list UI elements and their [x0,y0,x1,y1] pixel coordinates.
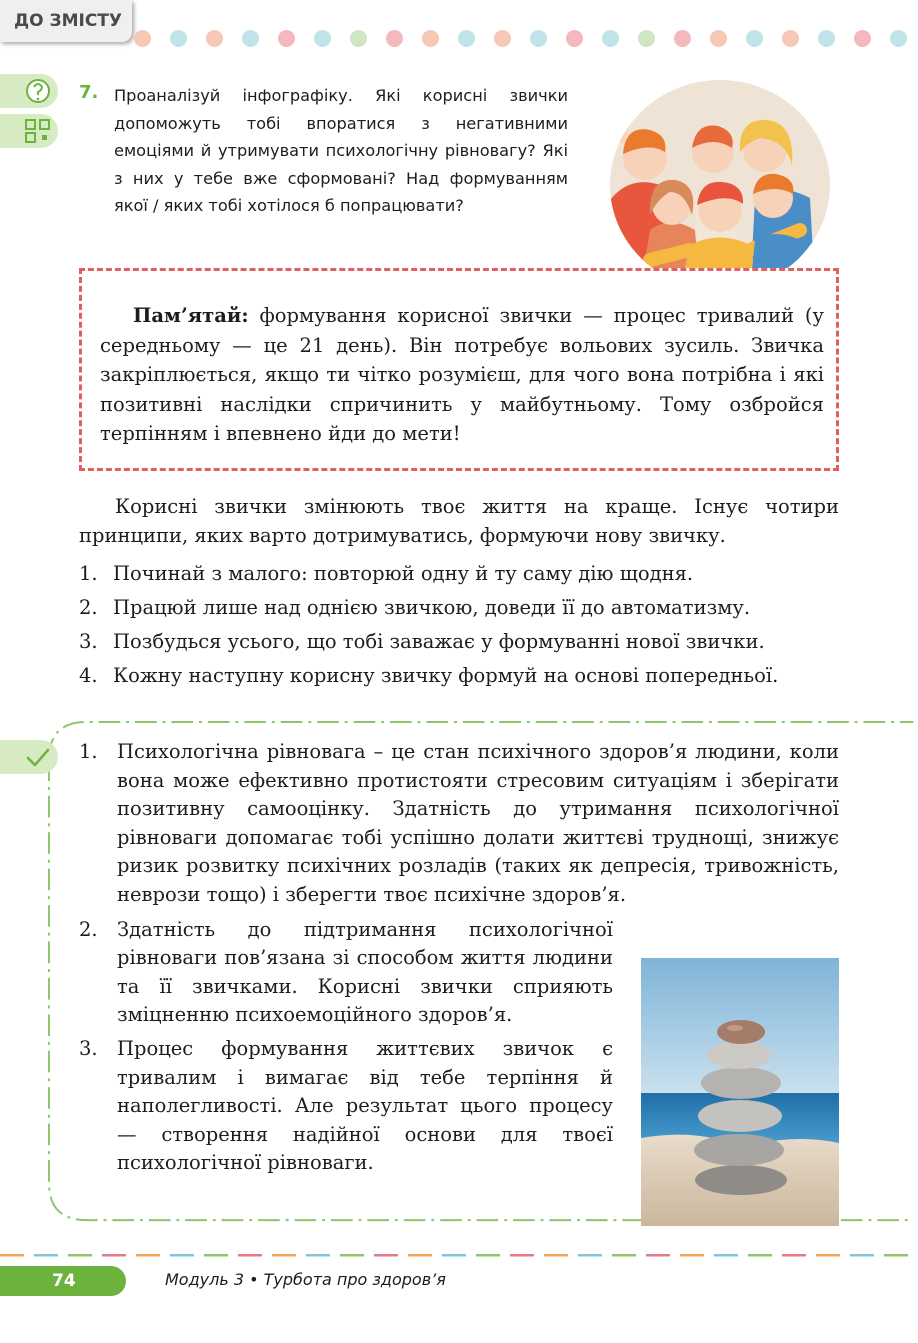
decorative-dot [602,30,619,47]
footer-divider [0,1254,918,1258]
footer-dash [136,1254,160,1257]
footer-dash [340,1254,364,1257]
decorative-dot [710,30,727,47]
friends-illustration [610,80,830,290]
decorative-dot [638,30,655,47]
footer-dash [272,1254,296,1257]
item-text: Психологічна рівновага – це стан психічного здоров’я людини, коли вона може ефективно протистояти стресовим ситуаціям і зберігати позитивну самооцінку. Здатність до утримання психологічної рівноваги допомагає тобі успішно долати життєві труднощі, знижує ризик розвитку психічних розладів (таких як депресія, тривожність, неврози тощо) і зберегти твоє психічне здоров’я. [117,740,839,906]
decorative-dot [134,30,151,47]
item-number: 2. [79,596,98,619]
footer-dash [646,1254,670,1257]
task-text: Проаналізуй інфографіку. Які корисні звички допоможуть тобі впоратися з негативними емоціями й утримувати психологічну рівновагу? Які з них у тебе вже сформовані? Над формуванням якої / яких тобі хотілося б попрацювати? [114,86,568,215]
decorative-dot [818,30,835,47]
footer-dash [0,1254,24,1257]
reminder-text [100,301,824,449]
item-number: 3. [79,630,98,653]
footer-dash [408,1254,432,1257]
decorative-dot [206,30,223,47]
footer-dash [782,1254,806,1257]
item-text: Кожну наступну корисну звичку формуй на основі попередньої. [113,664,779,687]
footer-dash [68,1254,92,1257]
stacked-stones-photo [641,958,839,1226]
footer-dash [374,1254,398,1257]
qr-tab[interactable] [0,114,58,148]
decorative-dot [314,30,331,47]
item-text: Здатність до підтримання психологічної рівноваги пов’язана зі способом життя людини та її звичками. Корисні звички сприяють зміцненню психоемоційного здоров’я. [117,917,613,1027]
decorative-dot [170,30,187,47]
item-text: Працюй лише над однією звичкою, доведи її до автоматизму. [113,596,751,619]
footer-dash [714,1254,738,1257]
list-item [79,916,613,1030]
decorative-dot [674,30,691,47]
footer-dash [442,1254,466,1257]
item-number: 3. [79,1036,98,1060]
list-item [79,557,859,591]
decorative-dot [854,30,871,47]
footer-dash [544,1254,568,1257]
item-number: 1. [79,740,98,763]
item-text: Позбудься усього, що тобі заважає у формуванні нової звички. [113,630,765,653]
reminder-box [79,268,839,471]
footer-dash [680,1254,704,1257]
list-item [79,625,859,659]
intro-paragraph: Корисні звички змінюють твоє життя на краще. Існує чотири принципи, яких варто дотримуватись, формуючи нову звичку. [79,495,839,547]
item-number: 4. [79,664,98,687]
question-icon [0,74,58,108]
footer-dash [850,1254,874,1257]
footer-dash [510,1254,534,1257]
footer-dash [884,1254,908,1257]
decorative-dot [782,30,799,47]
decorative-dot [746,30,763,47]
list-item [79,659,859,693]
decorative-dot [386,30,403,47]
footer-dash [612,1254,636,1257]
footer-dash [578,1254,602,1257]
footer-dash [816,1254,840,1257]
checkmark-icon [0,740,58,774]
footer-dash [238,1254,262,1257]
table-of-contents-link[interactable]: ДО ЗМІСТУ [0,0,132,42]
decorative-dot [530,30,547,47]
decorative-dots [134,30,904,48]
list-item [79,738,839,910]
task-number: 7. [79,82,99,103]
module-title: Модуль 3 • Турбота про здоров’я [165,1270,446,1289]
list-item [79,591,859,625]
decorative-dot [278,30,295,47]
footer-dash [204,1254,228,1257]
page-number: 74 [0,1266,126,1296]
reminder-label: Пам’ятай: [133,304,249,327]
decorative-dot [890,30,907,47]
question-tab [0,74,58,108]
item-number: 1. [79,562,98,585]
footer-dash [34,1254,58,1257]
footer-dash [170,1254,194,1257]
footer-dash [476,1254,500,1257]
summary-tab [0,740,58,774]
list-item [79,1035,613,1178]
item-text: Починай з малого: повторюй одну й ту саму дію щодня. [113,562,694,585]
qr-code-icon [0,114,58,148]
decorative-dot [242,30,259,47]
decorative-dot [458,30,475,47]
decorative-dot [350,30,367,47]
item-text: Процес формування життєвих звичок є тривалим і вимагає від тебе терпіння й наполегливості. Але результат цього процесу — створення надійної основи для твоєї психологічної рівноваги. [117,1036,613,1175]
footer-dash [306,1254,330,1257]
decorative-dot [494,30,511,47]
principles-list [79,557,859,693]
reminder-body: формування корисної звички — процес тривалий (у середньому — це 21 день). Він потребує вольових зусиль. Звичка закріплюється, якщо ти чітко розумієш, для чого вона потрібна і які позитивні наслідки спричинить у майбутньому. Тому озбройся терпінням і впевнено йди до мети! [100,304,824,445]
footer-dash [748,1254,772,1257]
decorative-dot [422,30,439,47]
item-number: 2. [79,917,98,941]
footer-dash [102,1254,126,1257]
decorative-dot [566,30,583,47]
